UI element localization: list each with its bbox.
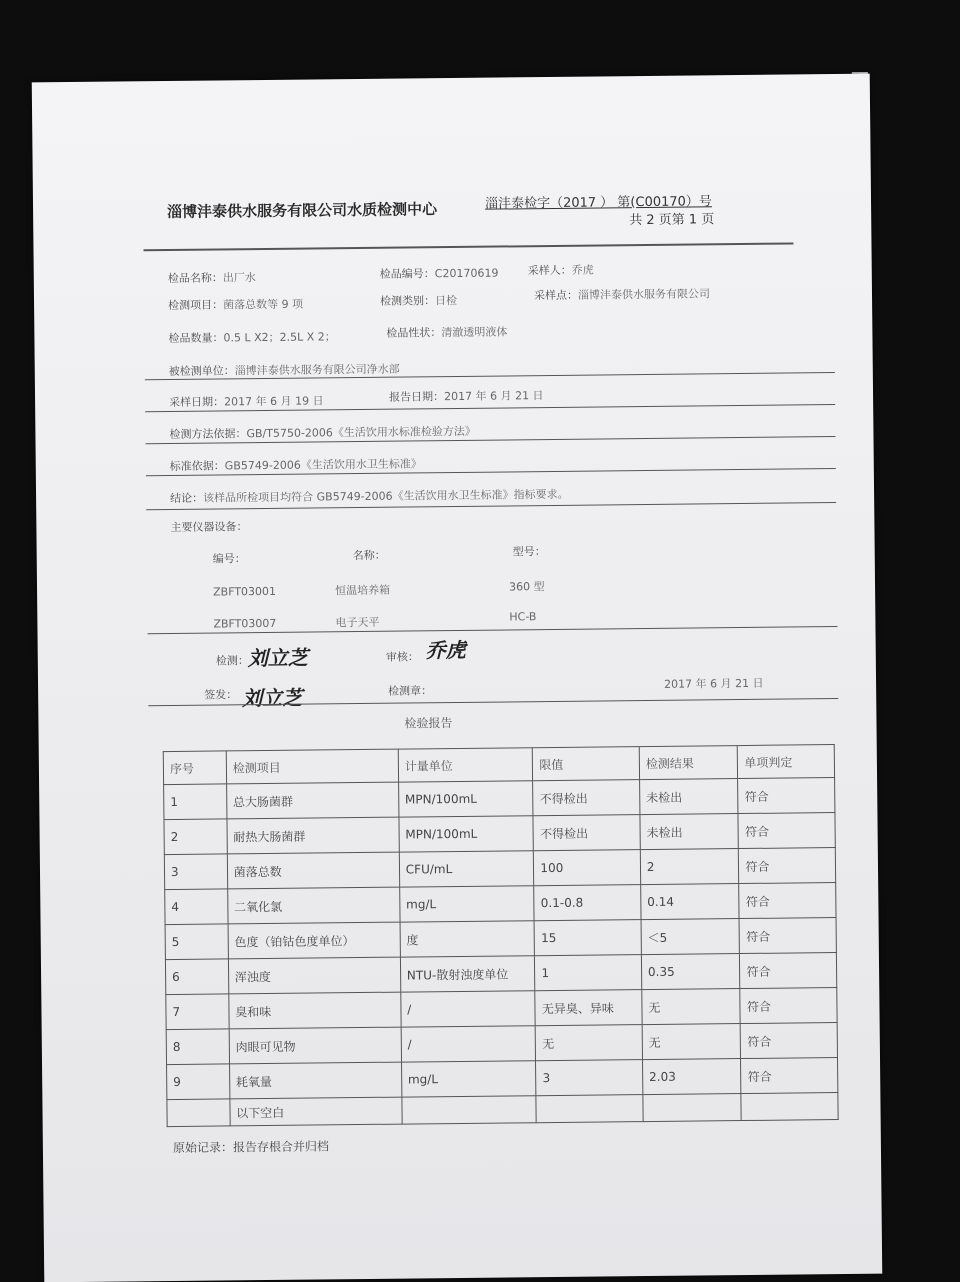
cell-item: 二氧化氯 xyxy=(227,887,399,924)
tester-label: 检测： xyxy=(215,654,249,668)
cell-item: 总大肠菌群 xyxy=(226,782,398,819)
issue-date: 2017 年 6 月 21 日 xyxy=(664,676,764,691)
sample-quantity-value: 0.5 L X2；2.5L X 2； xyxy=(223,330,336,345)
report-date xyxy=(389,387,544,405)
cell-limit xyxy=(536,1095,643,1123)
table-row xyxy=(167,1093,838,1127)
cell-judgment: 符合 xyxy=(738,813,835,849)
cell-result: 未检出 xyxy=(640,814,739,850)
cell-limit: 1 xyxy=(535,955,642,991)
sampling-date xyxy=(169,392,324,410)
cell-judgment: 符合 xyxy=(740,953,837,989)
cell-item: 菌落总数 xyxy=(227,852,399,889)
sampler-label: 采样人： xyxy=(527,263,572,278)
sampler xyxy=(528,262,594,279)
cell-unit: CFU/mL xyxy=(399,851,534,887)
cell-limit: 0.1-0.8 xyxy=(534,885,641,921)
conclusion-label: 结论： xyxy=(170,491,204,505)
cell-no: 3 xyxy=(164,854,227,890)
cell-unit: / xyxy=(401,991,536,1027)
sample-name xyxy=(168,269,256,286)
report-date-value: 2017 年 6 月 21 日 xyxy=(443,389,544,404)
equipment-header-code: 编号： xyxy=(212,552,246,566)
report-title: 检验报告 xyxy=(404,716,453,731)
cell-result: 0.14 xyxy=(641,884,740,920)
cell-result: 0.35 xyxy=(641,954,740,990)
cell-limit: 15 xyxy=(534,920,641,956)
original-record-note: 原始记录：报告存根合并归档 xyxy=(172,1139,329,1156)
standard-basis xyxy=(170,455,422,474)
report-date-label: 报告日期： xyxy=(388,390,445,404)
equipment-code-2: ZBFT03007 xyxy=(213,616,277,631)
conclusion xyxy=(170,486,569,506)
cell-result: 2.03 xyxy=(642,1059,741,1095)
test-items-value: 菌落总数等 9 项 xyxy=(223,297,304,312)
cell-no: 6 xyxy=(165,959,228,995)
cell-unit: MPN/100mL xyxy=(399,816,534,852)
test-method xyxy=(169,423,476,442)
cell-judgment: 符合 xyxy=(741,1058,838,1094)
cell-unit: mg/L xyxy=(399,886,534,922)
sampling-site-label: 采样点： xyxy=(533,288,579,303)
cell-limit: 无异臭、异味 xyxy=(535,990,642,1026)
equipment-model-1: 360 型 xyxy=(508,580,545,594)
sample-no-label: 检品编号： xyxy=(379,267,435,281)
sample-no xyxy=(380,265,499,282)
col-header-no: 序号 xyxy=(163,751,226,785)
cell-judgment: 符合 xyxy=(739,848,836,884)
cell-item: 以下空白 xyxy=(230,1097,402,1126)
test-category xyxy=(380,292,457,309)
col-header-item: 检测项目 xyxy=(226,749,398,784)
cell-limit: 无 xyxy=(536,1025,643,1061)
tested-unit-value: 淄博沣泰供水服务有限公司净水部 xyxy=(234,362,400,378)
document-page xyxy=(32,74,883,1282)
cell-result xyxy=(643,1094,742,1122)
reviewer-signature: 乔虎 xyxy=(425,637,466,663)
cell-unit: / xyxy=(401,1026,536,1062)
results-table xyxy=(163,744,839,1127)
conclusion-value: 该样品所检项目均符合 GB5749-2006《生活饮用水卫生标准》指标要求。 xyxy=(203,487,569,505)
cell-no: 9 xyxy=(167,1064,230,1100)
cell-result: 无 xyxy=(642,1024,741,1060)
header-rule xyxy=(143,242,793,251)
sample-appearance-label: 检品性状： xyxy=(386,326,442,340)
sample-quantity-label: 检品数量： xyxy=(168,331,224,346)
cell-limit: 不得检出 xyxy=(533,815,640,851)
cell-result: 未检出 xyxy=(639,779,738,815)
test-method-label: 检测方法依据： xyxy=(169,427,247,441)
cell-limit: 不得检出 xyxy=(533,780,640,816)
report-number: 淄沣泰检字（2017 ） 第(C00170）号 xyxy=(484,194,712,212)
cell-no: 5 xyxy=(165,924,228,960)
test-items-label: 检测项目： xyxy=(168,298,224,313)
equipment-title: 主要仪器设备： xyxy=(170,520,248,534)
cell-no: 8 xyxy=(166,1029,229,1065)
equipment-header-model: 型号： xyxy=(512,545,546,559)
sampling-date-value: 2017 年 6 月 19 日 xyxy=(224,394,324,409)
cell-limit: 100 xyxy=(534,850,641,886)
cell-unit: NTU-散射浊度单位 xyxy=(400,956,535,992)
col-header-unit: 计量单位 xyxy=(398,748,533,782)
cell-result: ＜5 xyxy=(641,919,740,955)
cell-unit: mg/L xyxy=(401,1061,536,1097)
issuer-label: 签发： xyxy=(204,688,238,702)
test-method-value: GB/T5750-2006《生活饮用水标准检验方法》 xyxy=(246,424,476,441)
sample-no-value: C20170619 xyxy=(434,266,499,281)
reviewer-label: 审核： xyxy=(385,650,419,664)
cell-no: 7 xyxy=(166,994,229,1030)
cell-item: 臭和味 xyxy=(229,992,401,1029)
standard-basis-value: GB5749-2006《生活饮用水卫生标准》 xyxy=(224,457,422,473)
cell-judgment: 符合 xyxy=(740,918,837,954)
cell-item: 肉眼可见物 xyxy=(229,1027,401,1064)
sample-appearance-value: 清澈透明液体 xyxy=(441,325,508,340)
cell-unit: MPN/100mL xyxy=(398,781,533,817)
cell-no: 2 xyxy=(164,819,227,855)
page-info: 共 2 页第 1 页 xyxy=(629,212,715,229)
tested-unit-label: 被检测单位： xyxy=(168,364,235,379)
sample-name-label: 检品名称： xyxy=(167,271,223,286)
cell-judgment: 符合 xyxy=(741,1023,838,1059)
equipment-header-name: 名称： xyxy=(352,548,386,563)
cell-judgment: 符合 xyxy=(740,988,837,1024)
cell-limit: 3 xyxy=(536,1060,643,1096)
test-category-value: 日检 xyxy=(434,293,458,308)
cell-item: 耗氧量 xyxy=(229,1062,401,1099)
cell-item: 色度（铂钴色度单位） xyxy=(228,922,400,959)
cell-item: 耐热大肠菌群 xyxy=(227,817,399,854)
col-header-result: 检测结果 xyxy=(639,746,738,780)
cell-no: 1 xyxy=(164,784,227,820)
cell-result: 2 xyxy=(640,849,739,885)
equipment-model-2: HC-B xyxy=(509,610,537,624)
sample-name-value: 出厂水 xyxy=(222,271,256,285)
test-items xyxy=(168,296,303,313)
issuer-signature: 刘立芝 xyxy=(242,685,303,711)
stamp-label: 检测章： xyxy=(388,684,433,698)
test-category-label: 检测类别： xyxy=(379,294,436,308)
sampler-value: 乔虎 xyxy=(571,263,594,277)
sampling-site-value: 淄博沣泰供水服务有限公司 xyxy=(577,287,711,302)
sample-quantity xyxy=(168,328,335,346)
equipment-name-1: 恒温培养箱 xyxy=(335,583,391,598)
equipment-name-2: 电子天平 xyxy=(335,615,380,630)
cell-judgment: 符合 xyxy=(739,883,836,919)
tester-signature: 刘立芝 xyxy=(247,645,308,671)
cell-unit xyxy=(402,1096,537,1124)
cell-no: 4 xyxy=(165,889,228,925)
cell-item: 浑浊度 xyxy=(228,957,400,994)
col-header-limit: 限值 xyxy=(533,747,640,781)
standard-basis-label: 标准依据： xyxy=(169,459,225,473)
col-header-judgment: 单项判定 xyxy=(738,745,835,779)
sample-appearance xyxy=(386,323,507,340)
cell-result: 无 xyxy=(642,989,741,1025)
sampling-date-label: 采样日期： xyxy=(169,395,225,409)
cell-unit: 度 xyxy=(400,921,535,957)
equipment-code-1: ZBFT03001 xyxy=(213,584,277,599)
sampling-site xyxy=(534,285,710,303)
cell-judgment: 符合 xyxy=(738,778,835,814)
cell-no xyxy=(167,1099,230,1127)
cell-judgment xyxy=(741,1093,838,1121)
lab-title: 淄博沣泰供水服务有限公司水质检测中心 xyxy=(167,200,438,222)
